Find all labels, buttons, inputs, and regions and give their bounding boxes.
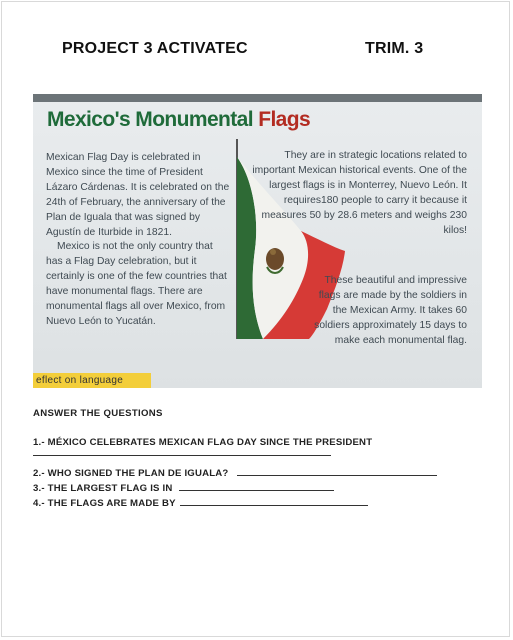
coat-of-arms-icon bbox=[266, 248, 284, 273]
question-4-text: 4.- THE FLAGS ARE MADE BY bbox=[33, 498, 176, 509]
trimester-label: TRIM. 3 bbox=[365, 40, 424, 57]
question-1-answer-line[interactable] bbox=[33, 455, 331, 456]
article-right-column bbox=[239, 149, 467, 238]
project-title: PROJECT 3 ACTIVATEC bbox=[62, 40, 248, 57]
question-4-answer-line[interactable] bbox=[180, 496, 368, 506]
question-3 bbox=[33, 481, 334, 494]
question-2 bbox=[33, 466, 437, 479]
question-1 bbox=[33, 437, 372, 448]
article-left-paragraph-2: Mexico is not the only country that has a Flag Day celebration, but it certainly is one of the few countries that have monumental flags. There are monumental flags all over Mexico, from Nuevo León to Yucatán. bbox=[46, 241, 227, 327]
article-title-main: Mexico's Monumental bbox=[47, 108, 253, 131]
article-right-paragraph-1: They are in strategic locations related to important Mexican historical events. One of the largest flags is in Monterrey, Nuevo León. It requires180 people to carry it because it measures 50 by 28.6 meters and weighs 230 kilos! bbox=[252, 150, 467, 236]
question-2-text: 2.- WHO SIGNED THE PLAN DE IGUALA? bbox=[33, 468, 229, 479]
question-4 bbox=[33, 496, 368, 509]
question-3-answer-line[interactable] bbox=[179, 481, 334, 491]
questions-heading: ANSWER THE QUESTIONS bbox=[33, 408, 163, 419]
question-3-text: 3.- THE LARGEST FLAG IS IN bbox=[33, 483, 173, 494]
article-right-paragraph-2: These beautiful and impressive flags are made by the soldiers in the Mexican Army. It takes 60 soldiers approximately 15 days to make each monumental flag. bbox=[314, 275, 467, 346]
article-title bbox=[47, 108, 310, 132]
article-photo bbox=[33, 94, 482, 388]
article-left-column bbox=[46, 151, 231, 330]
question-2-answer-line[interactable] bbox=[237, 466, 437, 476]
article-left-paragraph-1: Mexican Flag Day is celebrated in Mexico since the time of President Lázaro Cárdenas. It is celebrated on the 24th of February, the anniversary of the Plan de Iguala that was signed by Agustín de Iturbide in 1821. bbox=[46, 152, 230, 238]
article-right-column-lower bbox=[303, 274, 467, 349]
article-title-accent: Flags bbox=[258, 108, 311, 131]
photo-top-band bbox=[33, 94, 482, 102]
reflect-on-language-tab: eflect on language bbox=[33, 373, 151, 388]
question-1-text: 1.- MÉXICO CELEBRATES MEXICAN FLAG DAY SINCE THE PRESIDENT bbox=[33, 437, 373, 448]
